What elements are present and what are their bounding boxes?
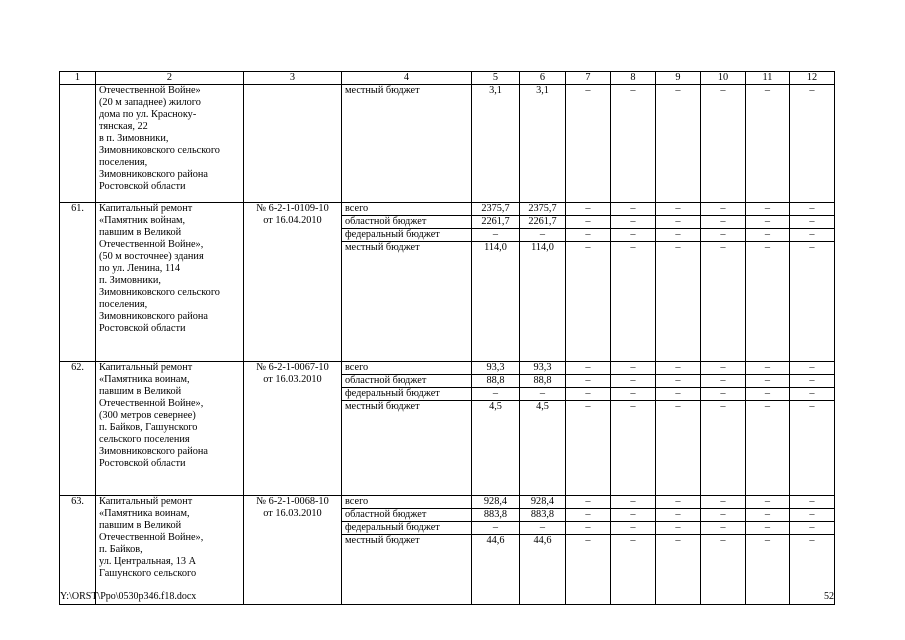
page-number: 52 xyxy=(824,591,834,602)
dash-col-10: – xyxy=(701,229,746,242)
table-row xyxy=(60,496,835,509)
dash-col-9: – xyxy=(656,203,701,216)
dash-col-9: – xyxy=(656,216,701,229)
funding-source: всего xyxy=(342,203,472,216)
value-col-6: 44,6 xyxy=(520,535,566,605)
dash-col-9: – xyxy=(656,85,701,203)
value-col-6: – xyxy=(520,229,566,242)
table-row xyxy=(60,85,835,203)
value-col-5: – xyxy=(472,229,520,242)
document-reference xyxy=(244,85,342,203)
row-number: 62. xyxy=(60,362,96,496)
funding-source: местный бюджет xyxy=(342,85,472,203)
value-col-5: 44,6 xyxy=(472,535,520,605)
value-col-5: 2375,7 xyxy=(472,203,520,216)
budget-table xyxy=(59,71,835,605)
dash-col-7: – xyxy=(566,242,611,362)
value-col-6: – xyxy=(520,388,566,401)
dash-col-8: – xyxy=(611,362,656,375)
value-col-5: 3,1 xyxy=(472,85,520,203)
dash-col-10: – xyxy=(701,203,746,216)
dash-col-7: – xyxy=(566,535,611,605)
dash-col-7: – xyxy=(566,496,611,509)
table-header-row xyxy=(60,72,835,85)
value-col-5: – xyxy=(472,522,520,535)
dash-col-9: – xyxy=(656,522,701,535)
dash-col-12: – xyxy=(790,375,835,388)
dash-col-7: – xyxy=(566,522,611,535)
object-description: Отечественной Войне» (20 м западнее) жилого дома по ул. Красноку- тянская, 22 в п. Зимовники, Зимовниковского сельского поселения, Зимовниковского района Ростовской области xyxy=(96,85,244,203)
dash-col-7: – xyxy=(566,229,611,242)
column-header-10: 10 xyxy=(701,72,746,85)
dash-col-10: – xyxy=(701,388,746,401)
dash-col-9: – xyxy=(656,375,701,388)
dash-col-12: – xyxy=(790,496,835,509)
column-header-1: 1 xyxy=(60,72,96,85)
row-number xyxy=(60,85,96,203)
funding-source: всего xyxy=(342,496,472,509)
value-col-6: 4,5 xyxy=(520,401,566,496)
object-description: Капитальный ремонт «Памятника воинам, павшим в Великой Отечественной Войне», п. Байков, ул. Центральная, 13 А Гашунского сельского xyxy=(96,496,244,605)
column-header-3: 3 xyxy=(244,72,342,85)
value-col-5: 4,5 xyxy=(472,401,520,496)
table-row xyxy=(60,203,835,216)
value-col-6: 114,0 xyxy=(520,242,566,362)
document-reference: № 6-2-1-0068-10 от 16.03.2010 xyxy=(244,496,342,605)
dash-col-10: – xyxy=(701,242,746,362)
funding-source: местный бюджет xyxy=(342,242,472,362)
dash-col-9: – xyxy=(656,242,701,362)
funding-source: федеральный бюджет xyxy=(342,229,472,242)
dash-col-7: – xyxy=(566,388,611,401)
funding-source: местный бюджет xyxy=(342,535,472,605)
dash-col-10: – xyxy=(701,375,746,388)
dash-col-8: – xyxy=(611,85,656,203)
dash-col-11: – xyxy=(746,242,790,362)
dash-col-11: – xyxy=(746,85,790,203)
funding-source: федеральный бюджет xyxy=(342,388,472,401)
dash-col-8: – xyxy=(611,509,656,522)
value-col-6: 883,8 xyxy=(520,509,566,522)
dash-col-11: – xyxy=(746,509,790,522)
dash-col-7: – xyxy=(566,203,611,216)
dash-col-7: – xyxy=(566,85,611,203)
dash-col-8: – xyxy=(611,375,656,388)
column-header-11: 11 xyxy=(746,72,790,85)
dash-col-8: – xyxy=(611,229,656,242)
object-description: Капитальный ремонт «Памятника воинам, павшим в Великой Отечественной Войне», (300 метров севернее) п. Байков, Гашунского сельского поселения Зимовниковского района Ростовской области xyxy=(96,362,244,496)
dash-col-8: – xyxy=(611,388,656,401)
column-header-4: 4 xyxy=(342,72,472,85)
dash-col-10: – xyxy=(701,496,746,509)
dash-col-12: – xyxy=(790,229,835,242)
dash-col-8: – xyxy=(611,401,656,496)
dash-col-11: – xyxy=(746,216,790,229)
table-row xyxy=(60,362,835,375)
dash-col-10: – xyxy=(701,362,746,375)
dash-col-10: – xyxy=(701,522,746,535)
column-header-12: 12 xyxy=(790,72,835,85)
file-path: Y:\ORST\Ppo\0530p346.f18.docx xyxy=(60,591,197,602)
dash-col-9: – xyxy=(656,509,701,522)
dash-col-8: – xyxy=(611,216,656,229)
dash-col-10: – xyxy=(701,216,746,229)
dash-col-11: – xyxy=(746,362,790,375)
dash-col-10: – xyxy=(701,85,746,203)
dash-col-12: – xyxy=(790,216,835,229)
dash-col-11: – xyxy=(746,203,790,216)
value-col-6: 93,3 xyxy=(520,362,566,375)
dash-col-8: – xyxy=(611,522,656,535)
dash-col-12: – xyxy=(790,362,835,375)
value-col-6: 928,4 xyxy=(520,496,566,509)
value-col-6: 3,1 xyxy=(520,85,566,203)
dash-col-12: – xyxy=(790,242,835,362)
funding-source: всего xyxy=(342,362,472,375)
dash-col-8: – xyxy=(611,203,656,216)
value-col-6: 88,8 xyxy=(520,375,566,388)
column-header-9: 9 xyxy=(656,72,701,85)
dash-col-7: – xyxy=(566,509,611,522)
row-number: 63. xyxy=(60,496,96,605)
value-col-5: 93,3 xyxy=(472,362,520,375)
dash-col-9: – xyxy=(656,535,701,605)
dash-col-12: – xyxy=(790,535,835,605)
funding-source: областной бюджет xyxy=(342,375,472,388)
column-header-8: 8 xyxy=(611,72,656,85)
dash-col-12: – xyxy=(790,401,835,496)
document-reference: № 6-2-1-0109-10 от 16.04.2010 xyxy=(244,203,342,362)
funding-source: федеральный бюджет xyxy=(342,522,472,535)
document-reference: № 6-2-1-0067-10 от 16.03.2010 xyxy=(244,362,342,496)
dash-col-11: – xyxy=(746,496,790,509)
value-col-5: 883,8 xyxy=(472,509,520,522)
dash-col-11: – xyxy=(746,522,790,535)
dash-col-11: – xyxy=(746,401,790,496)
dash-col-7: – xyxy=(566,375,611,388)
dash-col-11: – xyxy=(746,375,790,388)
value-col-6: 2375,7 xyxy=(520,203,566,216)
value-col-5: 2261,7 xyxy=(472,216,520,229)
column-header-6: 6 xyxy=(520,72,566,85)
dash-col-12: – xyxy=(790,203,835,216)
funding-source: областной бюджет xyxy=(342,216,472,229)
dash-col-9: – xyxy=(656,229,701,242)
dash-col-12: – xyxy=(790,85,835,203)
column-header-5: 5 xyxy=(472,72,520,85)
dash-col-12: – xyxy=(790,509,835,522)
funding-source: местный бюджет xyxy=(342,401,472,496)
dash-col-9: – xyxy=(656,362,701,375)
dash-col-11: – xyxy=(746,229,790,242)
dash-col-12: – xyxy=(790,388,835,401)
value-col-5: 928,4 xyxy=(472,496,520,509)
dash-col-7: – xyxy=(566,362,611,375)
row-number: 61. xyxy=(60,203,96,362)
dash-col-11: – xyxy=(746,535,790,605)
value-col-5: 114,0 xyxy=(472,242,520,362)
dash-col-11: – xyxy=(746,388,790,401)
funding-source: областной бюджет xyxy=(342,509,472,522)
dash-col-10: – xyxy=(701,535,746,605)
dash-col-7: – xyxy=(566,401,611,496)
value-col-6: 2261,7 xyxy=(520,216,566,229)
dash-col-8: – xyxy=(611,242,656,362)
dash-col-8: – xyxy=(611,496,656,509)
value-col-5: – xyxy=(472,388,520,401)
dash-col-10: – xyxy=(701,509,746,522)
dash-col-12: – xyxy=(790,522,835,535)
column-header-7: 7 xyxy=(566,72,611,85)
object-description: Капитальный ремонт «Памятник войнам, павшим в Великой Отечественной Войне», (50 м восточнее) здания по ул. Ленина, 114 п. Зимовники, Зимовниковского сельского поселения, Зимовниковского района Ростовской области xyxy=(96,203,244,362)
dash-col-10: – xyxy=(701,401,746,496)
value-col-5: 88,8 xyxy=(472,375,520,388)
dash-col-9: – xyxy=(656,401,701,496)
dash-col-9: – xyxy=(656,496,701,509)
dash-col-7: – xyxy=(566,216,611,229)
dash-col-9: – xyxy=(656,388,701,401)
dash-col-8: – xyxy=(611,535,656,605)
column-header-2: 2 xyxy=(96,72,244,85)
value-col-6: – xyxy=(520,522,566,535)
